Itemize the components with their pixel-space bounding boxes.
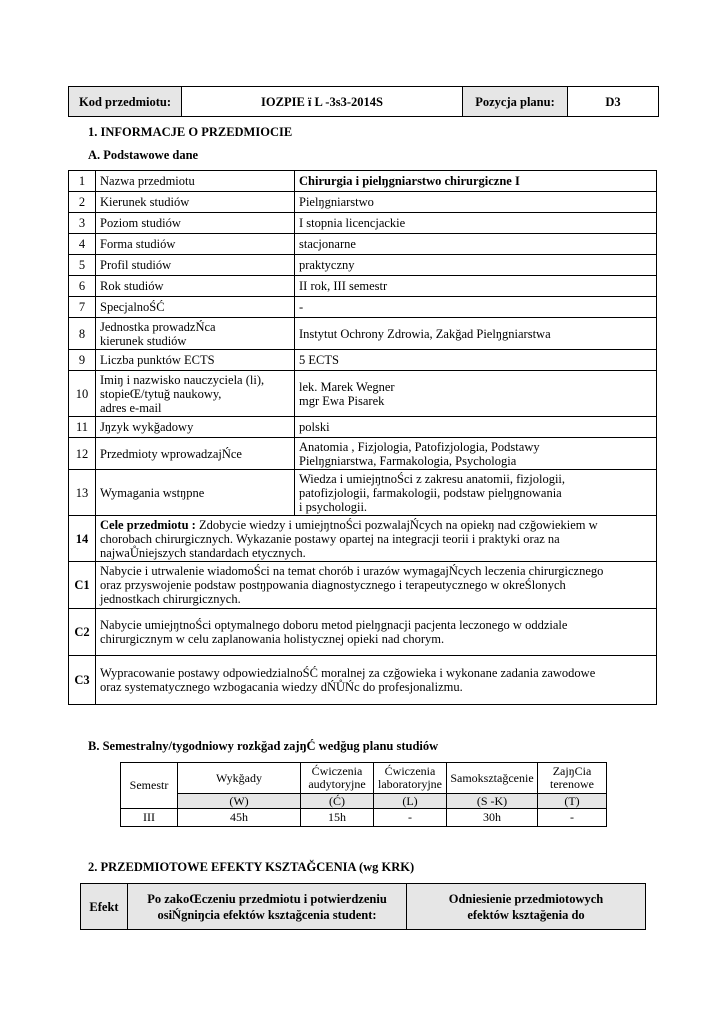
- goal-row: [69, 562, 657, 609]
- info-row: [69, 276, 657, 297]
- info-row: [69, 318, 657, 350]
- info-row-value-line: patofizjologii, farmakologii, podstaw pielŋgnowania: [299, 485, 562, 500]
- info-row-number: 9: [69, 350, 96, 371]
- objectives-text: Zdobycie wiedzy i umiejŋtnoŚci pozwalajŃcych na opiekŋ nad czğowiekiem w: [195, 517, 598, 532]
- info-row-value: polski: [295, 417, 657, 438]
- info-row: [69, 470, 657, 516]
- info-row-value: II rok, III semestr: [295, 276, 657, 297]
- course-code-table: [68, 86, 659, 117]
- section-a-heading: A. Podstawowe dane: [88, 148, 199, 162]
- goal-code: C2: [69, 609, 96, 656]
- info-row-number: 7: [69, 297, 96, 318]
- info-row-value-line: Wiedza i umiejŋtnoŚci z zakresu anatomii, fizjologii,: [299, 471, 566, 486]
- info-row-label-line: adres e-mail: [100, 400, 162, 415]
- info-row-label: Rok studiów: [96, 276, 295, 297]
- schedule-cell: 30h: [447, 809, 538, 827]
- info-row-number: 1: [69, 171, 96, 192]
- info-row-value: Pielŋgniarstwo: [295, 192, 657, 213]
- schedule-abbrev: (L): [374, 794, 447, 809]
- course-objectives-row: [69, 516, 657, 562]
- info-row-value-line: i psychologii.: [299, 499, 368, 514]
- info-row-value: stacjonarne: [295, 234, 657, 255]
- plan-position-label: Pozycja planu:: [463, 87, 568, 117]
- section-b-heading: B. Semestralny/tygodniowy rozkğad zajŋĆ wedğug planu studiów: [88, 739, 439, 753]
- info-row-value: 5 ECTS: [295, 350, 657, 371]
- info-row-label: Przedmioty wprowadzajŃce: [96, 438, 295, 470]
- schedule-abbrev: (W): [178, 794, 301, 809]
- course-code-label: Kod przedmiotu:: [69, 87, 182, 117]
- goal-text: [96, 656, 657, 705]
- info-row-number: 14: [69, 516, 96, 562]
- schedule-header-self-study: Samoksztağcenie: [447, 763, 538, 794]
- course-objectives-text: [96, 516, 657, 562]
- plan-position-value: D3: [568, 87, 659, 117]
- schedule-header-field: ZajŋCia terenowe: [538, 763, 607, 794]
- info-row-label-line: Jednostka prowadzŃca: [100, 319, 216, 334]
- course-code-value: IOZPIE ï L -3s3-2014S: [182, 87, 463, 117]
- info-row: [69, 350, 657, 371]
- info-row: [69, 297, 657, 318]
- schedule-cell: -: [374, 809, 447, 827]
- goal-line: jednostkach chirurgicznych.: [100, 592, 241, 606]
- info-row-label: SpecjalnoŚĆ: [96, 297, 295, 318]
- goal-line: Nabycie umiejŋtnoŚci optymalnego doboru metod pielŋgnacji pacjenta leczonego w oddziale: [100, 618, 568, 632]
- info-row-label: Nazwa przedmiotu: [96, 171, 295, 192]
- schedule-header-auditory: Ćwiczenia audytoryjne: [301, 763, 374, 794]
- info-row-value-line: Pielŋgniarstwa, Farmakologia, Psychologia: [299, 453, 517, 468]
- goal-row: [69, 656, 657, 705]
- info-row: [69, 171, 657, 192]
- info-row-value: [295, 470, 657, 516]
- info-row-number: 12: [69, 438, 96, 470]
- info-row-value: [295, 371, 657, 417]
- info-row-number: 11: [69, 417, 96, 438]
- section-1-heading: 1. INFORMACJE O PRZEDMIOCIE: [88, 125, 293, 139]
- schedule-cell: -: [538, 809, 607, 827]
- info-row-value-line: mgr Ewa Pisarek: [299, 393, 385, 408]
- schedule-header-laboratory: Ćwiczenia laboratoryjne: [374, 763, 447, 794]
- info-row: [69, 234, 657, 255]
- info-row: [69, 438, 657, 470]
- info-row-value-line: lek. Marek Wegner: [299, 379, 395, 394]
- schedule-abbrev: (Ć): [301, 794, 374, 809]
- info-row-number: 5: [69, 255, 96, 276]
- info-row-label-line: kierunek studiów: [100, 333, 187, 348]
- info-row: [69, 417, 657, 438]
- section-2-heading: 2. PRZEDMIOTOWE EFEKTY KSZTAĞCENIA (wg KRK): [88, 860, 415, 874]
- schedule-table: [120, 762, 607, 827]
- info-row: [69, 192, 657, 213]
- info-row-number: 13: [69, 470, 96, 516]
- info-row-label: Wymagania wstŋpne: [96, 470, 295, 516]
- info-row-label: Jŋzyk wykğadowy: [96, 417, 295, 438]
- basic-data-table: [68, 170, 657, 705]
- info-row-label: Liczba punktów ECTS: [96, 350, 295, 371]
- info-row-number: 3: [69, 213, 96, 234]
- schedule-abbrev: (T): [538, 794, 607, 809]
- info-row-label-line: Imiŋ i nazwisko nauczyciela (li),: [100, 372, 265, 387]
- info-row-value: I stopnia licencjackie: [295, 213, 657, 234]
- info-row-number: 4: [69, 234, 96, 255]
- info-row-value: praktyczny: [295, 255, 657, 276]
- objectives-lead: Cele przedmiotu :: [100, 517, 196, 532]
- outcome-header-student: Po zakoŒczeniu przedmiotu i potwierdzeniu osiŃgniŋcia efektów ksztağcenia student:: [128, 884, 407, 930]
- info-row-number: 10: [69, 371, 96, 417]
- goal-line: chirurgicznym w celu zaplanowania holistycznej opieki nad chorym.: [100, 632, 445, 646]
- learning-outcomes-table: [80, 883, 646, 930]
- info-row-label-line: stopieŒ/tytuğ naukowy,: [100, 386, 222, 401]
- schedule-header-semester: Semestr: [121, 763, 178, 809]
- info-row-value: Chirurgia i pielŋgniarstwo chirurgiczne I: [295, 171, 657, 192]
- info-row-value: [295, 438, 657, 470]
- schedule-cell: III: [121, 809, 178, 827]
- info-row-label: Profil studiów: [96, 255, 295, 276]
- info-row-value: Instytut Ochrony Zdrowia, Zakğad Pielŋgniarstwa: [295, 318, 657, 350]
- info-row-value: -: [295, 297, 657, 318]
- goal-line: Nabycie i utrwalenie wiadomoŚci na temat chorób i urazów wymagajŃcych leczenia chirurgicznego: [100, 564, 604, 578]
- objectives-line: chorobach chirurgicznych. Wykazanie postawy opartej na integracji teorii i praktyki oraz na: [100, 531, 560, 546]
- schedule-cell: 15h: [301, 809, 374, 827]
- schedule-cell: 45h: [178, 809, 301, 827]
- objectives-line: najwaŮniejszych standardach etycznych.: [100, 545, 306, 560]
- info-row-number: 2: [69, 192, 96, 213]
- info-row: [69, 371, 657, 417]
- info-row-number: 6: [69, 276, 96, 297]
- goal-line: Wypracowanie postawy odpowiedzialnoŚĆ moralnej za czğowieka i wykonane zadania zawodowe: [100, 666, 596, 680]
- info-row-label: [96, 318, 295, 350]
- info-row-value-line: Anatomia , Fizjologia, Patofizjologia, Podstawy: [299, 439, 540, 454]
- goal-code: C3: [69, 656, 96, 705]
- schedule-header-lectures: Wykğady: [178, 763, 301, 794]
- info-row-number: 8: [69, 318, 96, 350]
- goal-text: [96, 562, 657, 609]
- goal-code: C1: [69, 562, 96, 609]
- goal-line: oraz przyswojenie podstaw postŋpowania diagnostycznego i terapeutycznego w okreŚlonych: [100, 578, 566, 592]
- info-row-label: Poziom studiów: [96, 213, 295, 234]
- info-row-label: [96, 371, 295, 417]
- goal-text: [96, 609, 657, 656]
- outcome-header-effect: Efekt: [81, 884, 128, 930]
- info-row-label: Kierunek studiów: [96, 192, 295, 213]
- info-row: [69, 213, 657, 234]
- objectives-line: [100, 518, 652, 532]
- info-row: [69, 255, 657, 276]
- goal-row: [69, 609, 657, 656]
- outcome-header-reference: Odniesienie przedmiotowych efektów ksztağenia do: [407, 884, 646, 930]
- info-row-label: Forma studiów: [96, 234, 295, 255]
- goal-line: oraz systematycznego wzbogacania wiedzy dŃŮŃc do profesjonalizmu.: [100, 680, 463, 694]
- schedule-abbrev: (S -K): [447, 794, 538, 809]
